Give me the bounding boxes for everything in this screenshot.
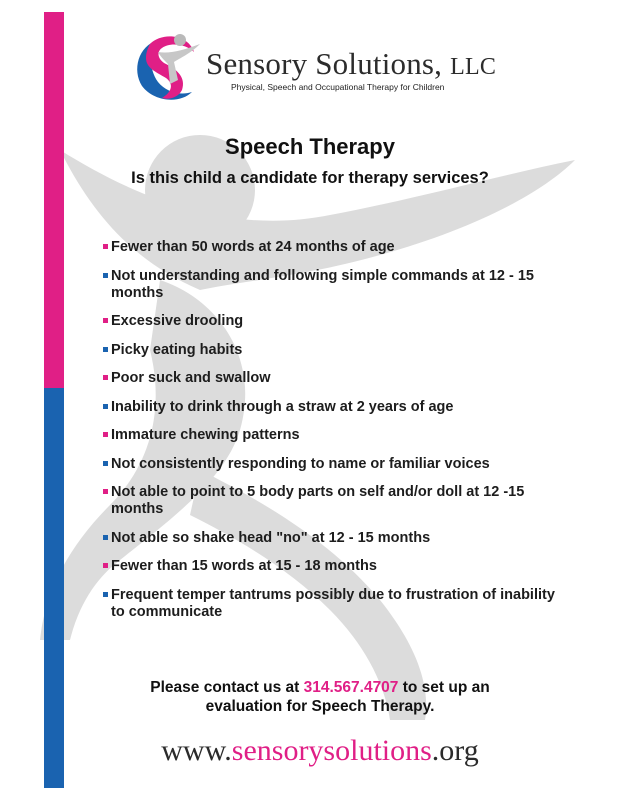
list-item-text: Poor suck and swallow — [111, 370, 271, 386]
list-item-text: Fewer than 50 words at 24 months of age — [111, 239, 395, 255]
list-item-text: Frequent temper tantrums possibly due to frustration of inability to communicate — [111, 586, 555, 620]
company-name — [206, 46, 496, 82]
list-item — [103, 587, 563, 621]
contact-text-before: Please contact us at — [150, 679, 304, 696]
side-accent-bar-pink — [44, 12, 64, 388]
list-item-text: Not consistently responding to name or familiar voices — [111, 455, 490, 472]
list-item — [103, 530, 563, 547]
page-title: Speech Therapy — [225, 134, 395, 159]
list-item — [103, 313, 563, 330]
list-item-text: Excessive drooling — [111, 313, 244, 329]
square-bullet-icon — [103, 535, 108, 540]
list-item-text: Picky eating habits — [111, 341, 243, 358]
square-bullet-icon — [103, 461, 108, 466]
contact-message — [0, 678, 620, 716]
list-item — [103, 370, 563, 387]
square-bullet-icon — [103, 347, 108, 352]
square-bullet-icon — [103, 563, 108, 568]
page-subtitle: Is this child a candidate for therapy services? — [131, 169, 489, 187]
square-bullet-icon — [103, 244, 108, 249]
list-item — [103, 342, 563, 359]
square-bullet-icon — [103, 318, 108, 323]
square-bullet-icon — [103, 404, 108, 409]
square-bullet-icon — [103, 432, 108, 437]
list-item — [103, 456, 563, 473]
square-bullet-icon — [103, 592, 108, 597]
list-item — [103, 239, 563, 256]
list-item-text: Inability to drink through a straw at 2 years of age — [111, 398, 454, 415]
square-bullet-icon — [103, 273, 108, 278]
list-item-text: Not understanding and following simple commands at 12 - 15 months — [111, 267, 534, 301]
contact-text-after: to set up an — [398, 679, 490, 696]
company-name-text: Sensory Solutions, — [206, 46, 443, 81]
list-item-text: Immature chewing patterns — [111, 427, 300, 443]
criteria-list — [103, 239, 563, 632]
square-bullet-icon — [103, 375, 108, 380]
list-item-text: Not able so shake head "no" at 12 - 15 months — [111, 529, 431, 546]
list-item — [103, 558, 563, 575]
url-middle: sensorysolutions — [231, 734, 432, 767]
contact-text-line2: evaluation for Speech Therapy. — [205, 698, 435, 715]
list-item — [103, 399, 563, 416]
company-tagline: Physical, Speech and Occupational Therapy for Children — [231, 82, 445, 92]
list-item — [103, 268, 563, 302]
logo-icon — [128, 28, 208, 108]
url-suffix: .org — [431, 734, 479, 767]
list-item — [103, 427, 563, 444]
company-suffix: LLC — [450, 54, 497, 80]
url-prefix: www. — [161, 734, 232, 767]
square-bullet-icon — [103, 489, 108, 494]
list-item-text: Not able to point to 5 body parts on self and/or doll at 12 -15 months — [111, 484, 525, 517]
side-accent-bar-blue — [44, 388, 64, 788]
list-item-text: Fewer than 15 words at 15 - 18 months — [111, 558, 377, 574]
list-item — [103, 484, 563, 518]
website-url[interactable] — [0, 734, 620, 768]
phone-number[interactable]: 314.567.4707 — [303, 679, 399, 696]
